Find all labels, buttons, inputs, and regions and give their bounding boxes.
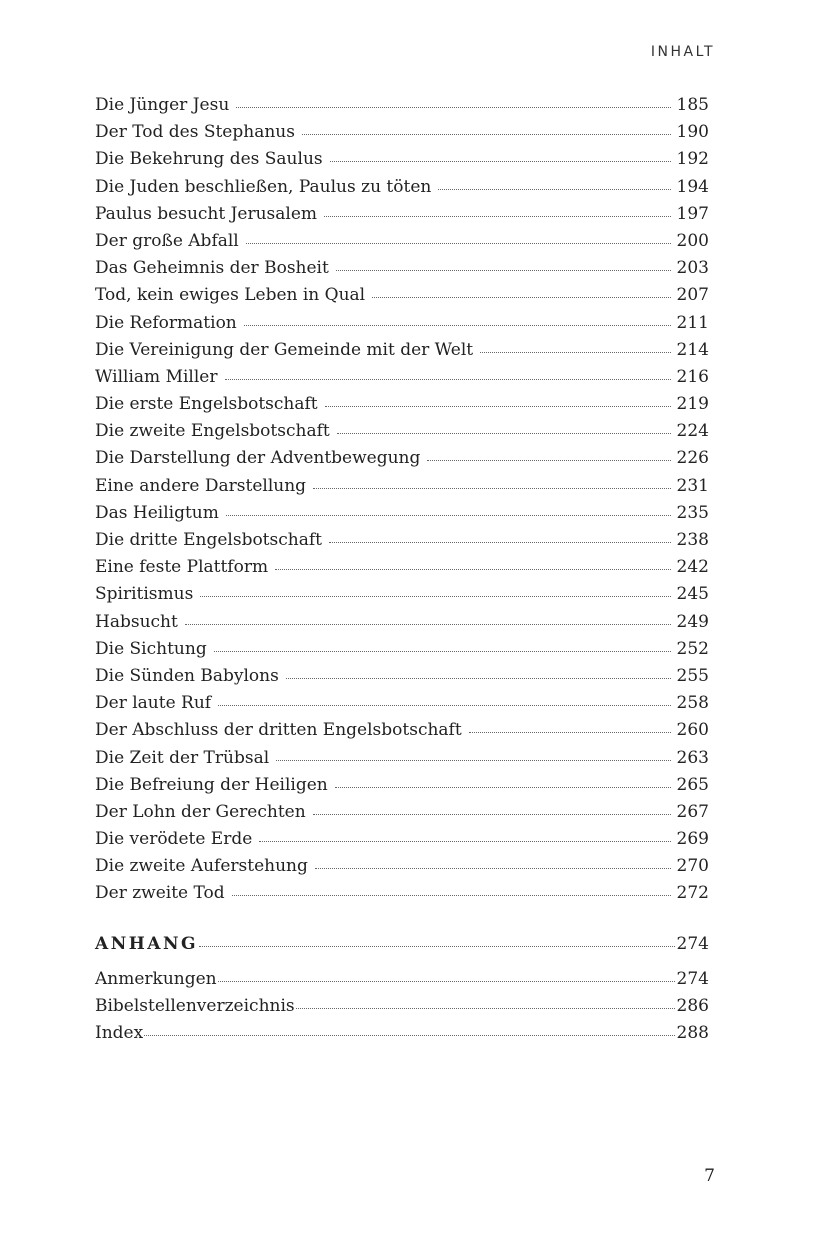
entry-page-number: 226 <box>676 448 709 469</box>
entry-page-number: 207 <box>676 285 709 306</box>
entry-title: Anmerkungen <box>95 969 217 989</box>
leader-dots <box>469 726 671 733</box>
entry-page-number: 185 <box>676 95 709 115</box>
toc-entry <box>95 717 709 744</box>
leader-dots <box>144 1029 674 1036</box>
toc-entry <box>95 146 709 173</box>
entry-page-number: 288 <box>676 1023 709 1043</box>
entry-title: Die Reformation <box>95 312 237 333</box>
toc-entry <box>95 581 709 608</box>
entry-page-number: 214 <box>676 339 709 360</box>
entry-title: Tod, kein ewiges Leben in Qual <box>95 285 366 306</box>
entry-page-number: 269 <box>676 829 709 850</box>
entry-page-number: 249 <box>676 611 709 632</box>
entry-page-number: 216 <box>676 366 709 387</box>
entry-title: Die Darstellung der Adventbewegung <box>95 448 421 469</box>
leader-dots <box>218 975 675 982</box>
entry-title: Der Abschluss der dritten Engelsbotschaft <box>95 720 462 741</box>
leader-dots <box>199 940 675 947</box>
entry-title: Der zweite Tod <box>95 883 225 904</box>
leader-dots <box>315 862 671 869</box>
entry-page-number: 252 <box>676 638 709 659</box>
toc-entry <box>95 663 709 690</box>
leader-dots <box>325 400 671 407</box>
entry-page-number: 265 <box>676 774 709 795</box>
toc-entry <box>95 337 709 364</box>
leader-dots <box>276 754 670 761</box>
toc-entry <box>95 772 709 799</box>
entry-page-number: 263 <box>676 747 709 768</box>
leader-dots <box>313 808 671 815</box>
entry-title: Das Geheimnis der Bosheit <box>95 258 329 279</box>
toc-entry <box>95 473 709 500</box>
leader-dots <box>200 590 670 597</box>
entry-title: Die erste Engelsbotschaft <box>95 394 318 415</box>
toc-entry <box>95 119 709 146</box>
toc-entry <box>95 609 709 636</box>
toc-entry <box>95 282 709 309</box>
leader-dots <box>427 454 670 461</box>
leader-dots <box>244 319 671 326</box>
entry-title: Die dritte Engelsbotschaft <box>95 530 322 550</box>
toc-entry <box>95 826 709 853</box>
leader-dots <box>225 373 671 380</box>
appendix-entry <box>95 1020 709 1047</box>
leader-dots <box>302 128 671 135</box>
entry-title: Der Lohn der Gerechten <box>95 801 306 822</box>
toc-entry <box>95 690 709 717</box>
toc-entry <box>95 636 709 663</box>
entry-title: Die Juden beschließen, Paulus zu töten <box>95 176 432 197</box>
leader-dots <box>372 291 670 298</box>
toc-entry <box>95 554 709 581</box>
entry-page-number: 197 <box>676 203 709 224</box>
entry-page-number: 231 <box>676 475 709 496</box>
toc-entry <box>95 445 709 472</box>
entry-page-number: 274 <box>676 969 709 989</box>
entry-page-number: 245 <box>676 584 709 605</box>
entry-title: Eine feste Plattform <box>95 557 269 578</box>
entry-title: Die Sünden Babylons <box>95 665 279 686</box>
entry-page-number: 200 <box>676 230 709 251</box>
entry-title: William Miller <box>95 366 218 387</box>
leader-dots <box>226 509 671 516</box>
entry-title: Die Bekehrung des Saulus <box>95 149 323 170</box>
entry-title: Paulus besucht Jerusalem <box>95 203 318 224</box>
leader-dots <box>275 563 670 570</box>
appendix-list <box>95 966 709 1047</box>
toc-entry <box>95 310 709 337</box>
entry-page-number: 203 <box>676 258 709 279</box>
entry-title: Das Heiligtum <box>95 502 219 523</box>
leader-dots <box>335 781 671 788</box>
leader-dots <box>259 835 670 842</box>
table-of-contents <box>95 92 709 908</box>
entry-title: Index <box>95 1023 144 1043</box>
toc-entry <box>95 364 709 391</box>
entry-title: Bibelstellenverzeichnis <box>95 996 295 1016</box>
entry-title: Der große Abfall <box>95 230 239 251</box>
leader-dots <box>214 645 671 652</box>
leader-dots <box>185 618 671 625</box>
toc-entry <box>95 418 709 445</box>
page-number: 7 <box>704 1166 715 1186</box>
entry-page-number: 192 <box>676 149 709 170</box>
entry-title: Der laute Ruf <box>95 693 212 714</box>
entry-page-number: 286 <box>676 996 709 1016</box>
appendix-entry <box>95 966 709 993</box>
leader-dots <box>313 482 671 489</box>
leader-dots <box>337 427 671 434</box>
appendix-entry <box>95 993 709 1020</box>
toc-entry <box>95 174 709 201</box>
entry-title: Eine andere Darstellung <box>95 475 307 496</box>
entry-page-number: 267 <box>676 801 709 822</box>
entry-page-number: 219 <box>676 394 709 415</box>
entry-page-number: 272 <box>676 883 709 904</box>
entry-title: Die Zeit der Trübsal <box>95 747 270 768</box>
leader-dots <box>480 346 670 353</box>
entry-page-number: 258 <box>676 693 709 714</box>
entry-page-number: 194 <box>676 176 709 197</box>
toc-entry <box>95 853 709 880</box>
running-header: INHALT <box>650 44 715 60</box>
leader-dots <box>246 237 671 244</box>
toc-entry <box>95 745 709 772</box>
toc-entry <box>95 92 709 119</box>
entry-page-number: 190 <box>676 122 709 143</box>
entry-page-number: 242 <box>676 557 709 578</box>
leader-dots <box>232 889 671 896</box>
leader-dots <box>324 210 671 217</box>
entry-title: Die Vereinigung der Gemeinde mit der Welt <box>95 339 474 360</box>
entry-title: Spiritismus <box>95 584 194 605</box>
toc-entry <box>95 255 709 282</box>
entry-page-number: 255 <box>676 665 709 686</box>
appendix-title: ANHANG <box>95 934 199 954</box>
entry-title: Die zweite Auferstehung <box>95 856 308 877</box>
leader-dots <box>336 264 671 271</box>
entry-page-number: 235 <box>676 502 709 523</box>
entry-page-number: 270 <box>676 856 709 877</box>
appendix-section <box>95 930 709 1047</box>
appendix-heading <box>95 930 709 958</box>
leader-dots <box>286 672 671 679</box>
leader-dots <box>236 101 670 108</box>
appendix-page: 274 <box>676 934 709 954</box>
toc-entry <box>95 880 709 907</box>
toc-entry <box>95 391 709 418</box>
leader-dots <box>296 1002 675 1009</box>
entry-page-number: 211 <box>676 312 709 333</box>
leader-dots <box>330 155 671 162</box>
entry-title: Die Befreiung der Heiligen <box>95 774 328 795</box>
leader-dots <box>329 536 671 543</box>
entry-title: Die Sichtung <box>95 638 207 659</box>
toc-entry <box>95 201 709 228</box>
entry-title: Die zweite Engelsbotschaft <box>95 421 330 442</box>
toc-entry <box>95 527 709 554</box>
toc-entry <box>95 500 709 527</box>
leader-dots <box>218 699 670 706</box>
entry-page-number: 238 <box>676 530 709 550</box>
leader-dots <box>438 183 670 190</box>
toc-entry <box>95 228 709 255</box>
entry-title: Habsucht <box>95 611 178 632</box>
entry-title: Die Jünger Jesu <box>95 95 230 115</box>
entry-page-number: 260 <box>676 720 709 741</box>
entry-page-number: 224 <box>676 421 709 442</box>
toc-entry <box>95 799 709 826</box>
entry-title: Die verödete Erde <box>95 829 253 850</box>
entry-title: Der Tod des Stephanus <box>95 122 295 143</box>
